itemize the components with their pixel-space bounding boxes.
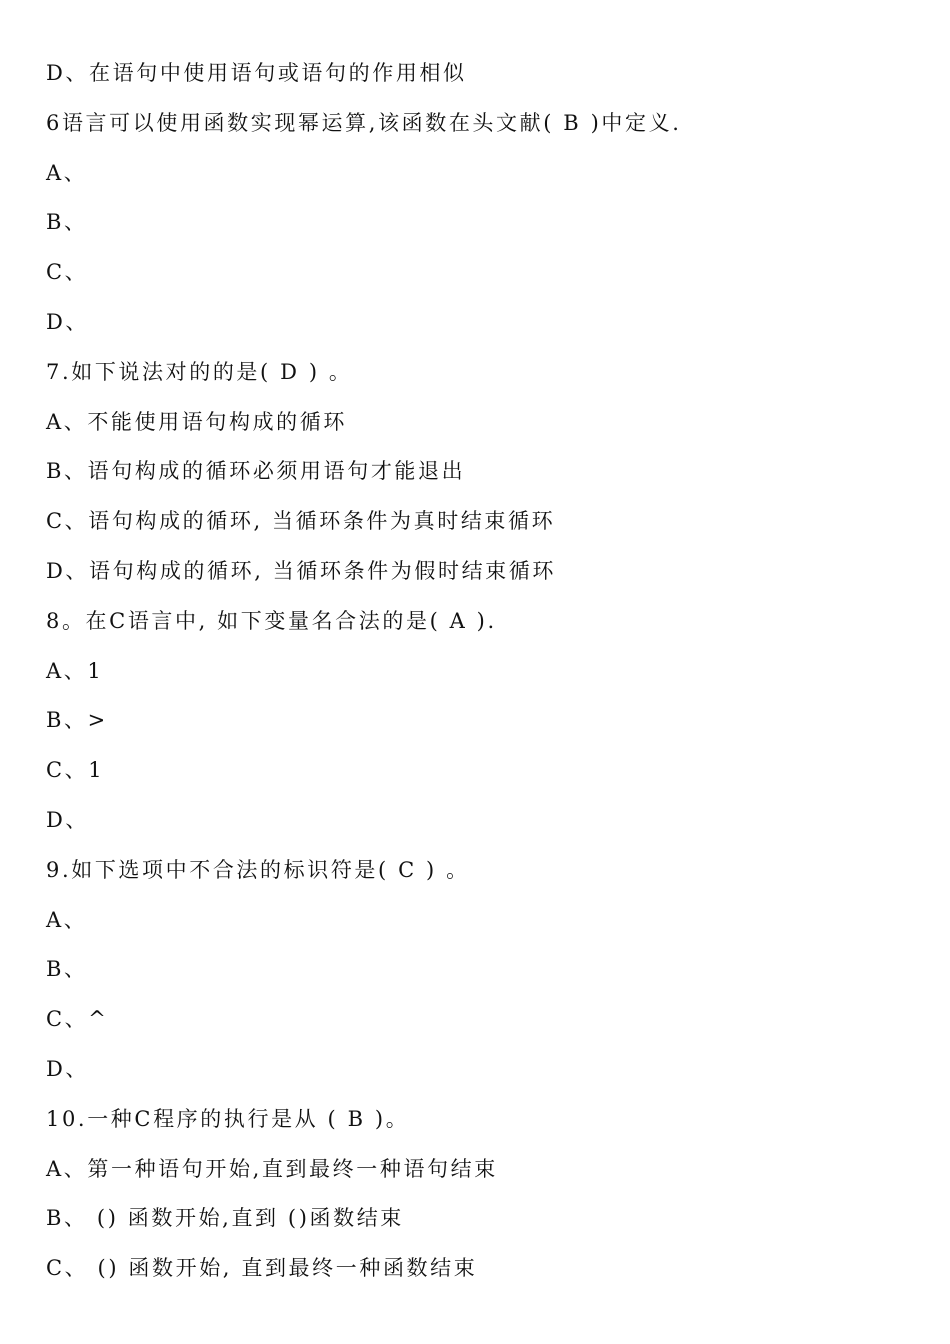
question-6-option-a: A、	[46, 160, 88, 185]
question-9: 9.如下选项中不合法的标识符是( C ) 。	[46, 857, 470, 882]
question-8-option-b: B、>	[46, 708, 108, 733]
question-10-option-a: A、第一种语句开始,直到最终一种语句结束	[46, 1156, 498, 1181]
question-7-option-b: B、语句构成的循环必须用语句才能退出	[46, 459, 466, 484]
question-6-option-b: B、	[46, 210, 88, 235]
question-10-option-b: B、 () 函数开始,直到 ()函数结束	[46, 1206, 404, 1231]
question-8: 8。在C语言中, 如下变量名合法的是( A ).	[46, 608, 497, 633]
question-7: 7.如下说法对的的是( D ) 。	[46, 359, 353, 384]
question-9-option-d: D、	[46, 1056, 90, 1081]
question-8-option-c: C、1	[46, 758, 105, 783]
question-7-option-d: D、语句构成的循环, 当循环条件为假时结束循环	[46, 558, 556, 583]
question-6-option-d: D、	[46, 309, 90, 334]
question-9-option-b: B、	[46, 957, 88, 982]
question-7-option-a: A、不能使用语句构成的循环	[46, 409, 347, 434]
question-7-option-c: C、语句构成的循环, 当循环条件为真时结束循环	[46, 509, 556, 534]
question-9-option-a: A、	[46, 907, 88, 932]
question-8-option-d: D、	[46, 807, 90, 832]
question-10: 10.一种C程序的执行是从 ( B )。	[46, 1106, 410, 1131]
document-page	[46, 49, 926, 1294]
question-10-option-c: C、 () 函数开始, 直到最终一种函数结束	[46, 1256, 478, 1281]
text-line-d-option-1: D、在语句中使用语句或语句的作用相似	[46, 61, 467, 85]
question-8-option-a: A、1	[46, 658, 104, 683]
question-9-option-c: C、^	[46, 1007, 109, 1032]
question-6: 6语言可以使用函数实现幂运算,该函数在头文献( B )中定义.	[46, 110, 682, 135]
question-6-option-c: C、	[46, 260, 89, 285]
